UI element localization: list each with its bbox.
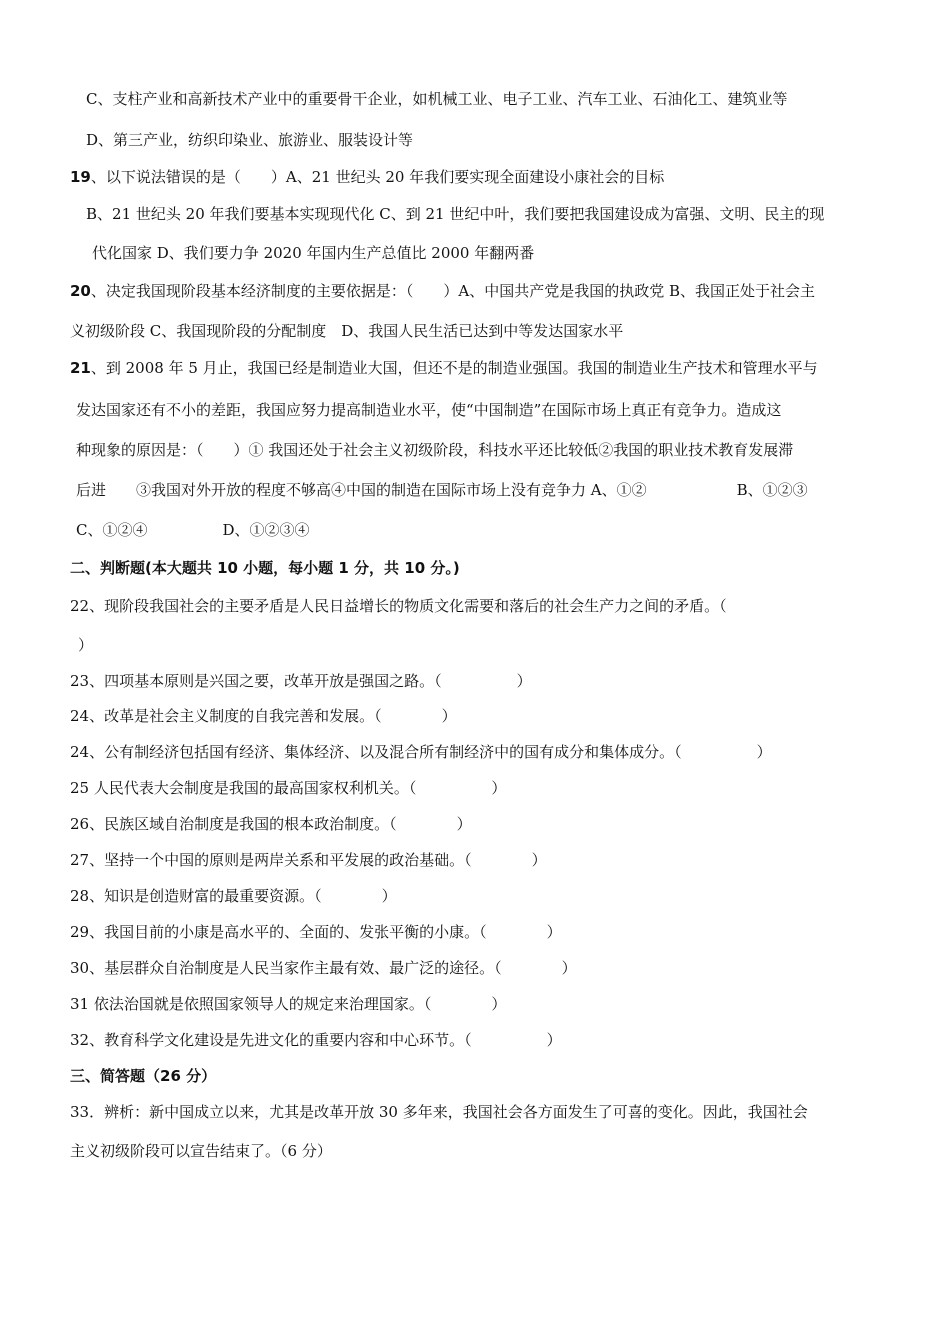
q21-line-2: 发达国家还有不小的差距，我国应努力提高制造业水平，使“中国制造”在国际市场上真正有竞争力。造成这 [76, 401, 782, 419]
q19-text: 、以下说法错误的是（ ）A、21 世纪头 20 年我们要实现全面建设小康社会的目标 [90, 168, 665, 186]
q19-stem [70, 166, 664, 188]
q21-number: 21 [70, 359, 91, 377]
q24a: 24、改革是社会主义制度的自我完善和发展。（ ） [70, 707, 457, 725]
q19-number: 19 [70, 168, 91, 186]
q20-text: 、决定我国现阶段基本经济制度的主要依据是：（ ）A、中国共产党是我国的执政党 B、我国正处于社会主 [90, 282, 816, 300]
q25: 25 人民代表大会制度是我国的最高国家权利机关。（ ） [70, 779, 507, 797]
q21-line-3: 种现象的原因是：（ ）① 我国还处于社会主义初级阶段，科技水平还比较低②我国的职业技术教育发展滞 [76, 441, 794, 459]
q20-stem [70, 280, 815, 302]
q21-line-5: C、①②④ D、①②③④ [76, 521, 310, 539]
q27: 27、坚持一个中国的原则是两岸关系和平发展的政治基础。（ ） [70, 851, 547, 869]
section-3-heading: 三、简答题（26 分） [70, 1067, 217, 1085]
q21-line-4: 后进 ③我国对外开放的程度不够高④中国的制造在国际市场上没有竞争力 A、①② B、①②③ [76, 481, 808, 499]
q22: 22、现阶段我国社会的主要矛盾是人民日益增长的物质文化需要和落后的社会生产力之间的矛盾。（ [70, 597, 727, 615]
q18-option-c: C、支柱产业和高新技术产业中的重要骨干企业，如机械工业、电子工业、汽车工业、石油化工、建筑业等 [86, 90, 788, 108]
q26: 26、民族区域自治制度是我国的根本政治制度。（ ） [70, 815, 472, 833]
q30: 30、基层群众自治制度是人民当家作主最有效、最广泛的途径。（ ） [70, 959, 577, 977]
q33-line-1: 33．辨析：新中国成立以来，尤其是改革开放 30 多年来，我国社会各方面发生了可喜的变化。因此，我国社会 [70, 1103, 808, 1121]
q20-options: 义初级阶段 C、我国现阶段的分配制度 D、我国人民生活已达到中等发达国家水平 [70, 322, 624, 340]
q19-options-c: 代化国家 D、我们要力争 2020 年国内生产总值比 2000 年翻两番 [92, 244, 535, 262]
q28: 28、知识是创造财富的最重要资源。（ ） [70, 887, 397, 905]
q24b: 24、公有制经济包括国有经济、集体经济、以及混合所有制经济中的国有成分和集体成分。（ ） [70, 743, 772, 761]
q19-options-b: B、21 世纪头 20 年我们要基本实现现代化 C、到 21 世纪中叶，我们要把我国建设成为富强、文明、民主的现 [86, 205, 825, 223]
q31: 31 依法治国就是依照国家领导人的规定来治理国家。（ ） [70, 995, 507, 1013]
q22-paren: ） [78, 636, 94, 654]
q32: 32、教育科学文化建设是先进文化的重要内容和中心环节。（ ） [70, 1031, 562, 1049]
section-2-heading: 二、判断题(本大题共 10 小题，每小题 1 分，共 10 分。) [70, 559, 460, 577]
q18-option-d: D、第三产业，纺织印染业、旅游业、服装设计等 [86, 131, 414, 149]
q21-stem [70, 357, 818, 379]
q33-line-2: 主义初级阶段可以宣告结束了。（6 分） [70, 1142, 332, 1160]
q20-number: 20 [70, 282, 91, 300]
q23: 23、四项基本原则是兴国之要，改革开放是强国之路。（ ） [70, 672, 532, 690]
q29: 29、我国目前的小康是高水平的、全面的、发张平衡的小康。（ ） [70, 923, 562, 941]
q21-text: 、到 2008 年 5 月止，我国已经是制造业大国，但还不是的制造业强国。我国的制造业生产技术和管理水平与 [90, 359, 818, 377]
